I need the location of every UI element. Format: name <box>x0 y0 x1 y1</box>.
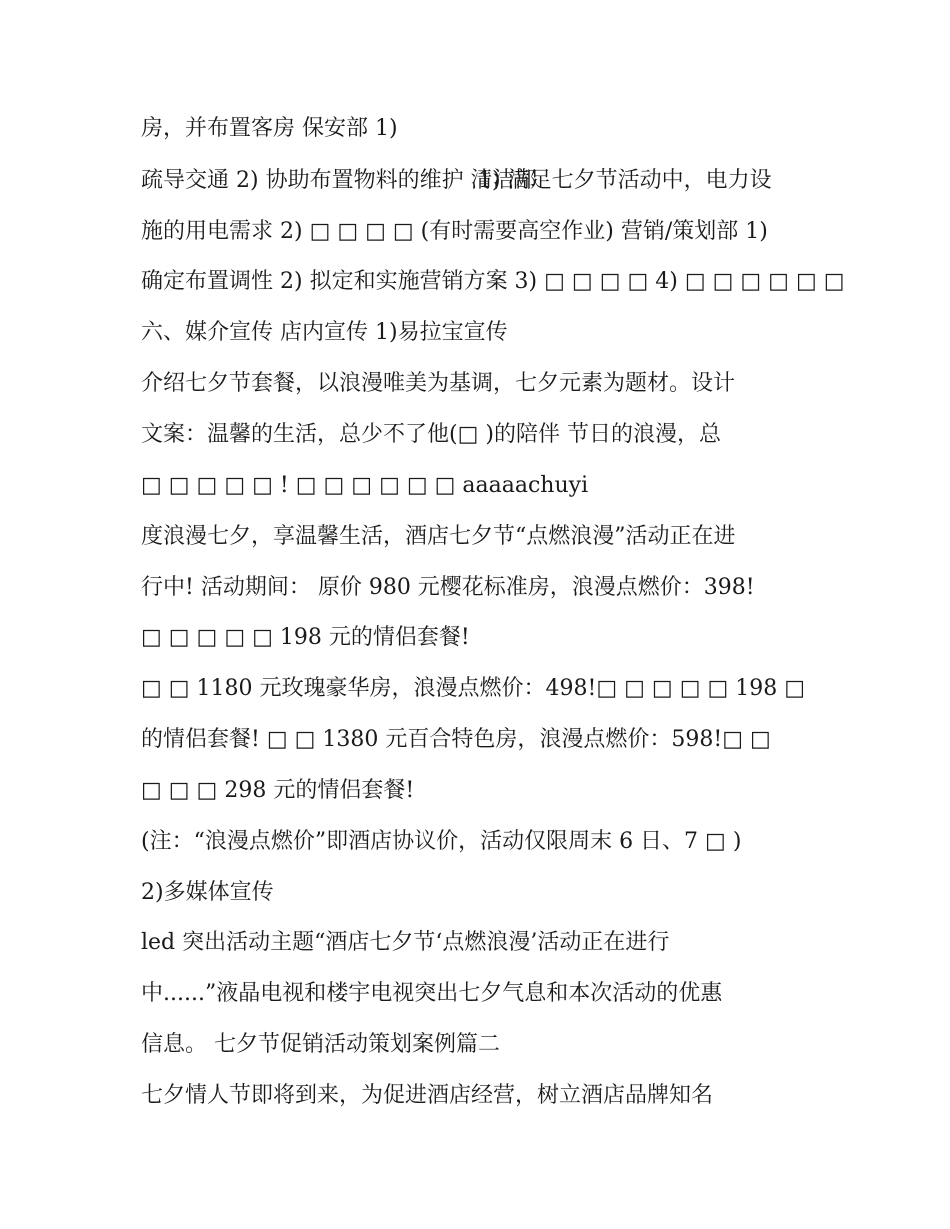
text-line: 信息。 七夕节促销活动策划案例篇二 <box>141 1032 500 1057</box>
text-line: 度浪漫七夕，享温馨生活，酒店七夕节“点燃浪漫”活动正在进 <box>141 524 736 549</box>
text-line: 2)多媒体宣传 <box>141 880 274 905</box>
text-line: □ □ □ 298 元的情侣套餐! <box>141 778 415 803</box>
text-line: □ □ □ □ □ ! □ □ □ □ □ □ aaaaachuyi <box>141 473 589 498</box>
overlapping-text-line: 1) 满足七夕节活动中，电力设 <box>478 168 772 193</box>
text-line: 施的用电需求 2) □ □ □ □ (有时需要高空作业) 营销/策划部 1) <box>141 219 768 244</box>
text-line: 行中! 活动期间： 原价 980 元樱花标准房，浪漫点燃价：398! <box>141 575 755 600</box>
text-line: 的情侣套餐! □ □ 1380 元百合特色房，浪漫点燃价：598!□ □ <box>141 727 771 752</box>
text-line: 七夕情人节即将到来，为促进酒店经营，树立酒店品牌知名 <box>141 1083 714 1108</box>
text-line: led 突出活动主题“酒店七夕节‘点燃浪漫’活动正在进行 <box>141 930 670 955</box>
text-line: 疏导交通 2) 协助布置物料的维护 清洁部 <box>141 168 537 193</box>
text-line: □ □ 1180 元玫瑰豪华房，浪漫点燃价：498!□ □ □ □ □ 198 □ <box>141 676 806 701</box>
section-heading: 六、媒介宣传 店内宣传 1)易拉宝宣传 <box>141 320 508 345</box>
text-line: □ □ □ □ □ 198 元的情侣套餐! <box>141 625 470 650</box>
text-line: 房，并布置客房 保安部 1) <box>141 116 398 141</box>
text-line: 中......”液晶电视和楼宇电视突出七夕气息和本次活动的优惠 <box>141 981 723 1006</box>
text-line: (注：“浪漫点燃价”即酒店协议价，活动仅限周末 6 日、7 □ ) <box>141 829 742 854</box>
text-line: 确定布置调性 2) 拟定和实施营销方案 3) □ □ □ □ 4) □ □ □ □ □ □ <box>141 269 845 294</box>
text-line: 文案：温馨的生活，总少不了他(□ )的陪伴 节日的浪漫，总 <box>141 422 721 447</box>
text-line: 介绍七夕节套餐，以浪漫唯美为基调，七夕元素为题材。设计 <box>141 371 736 396</box>
